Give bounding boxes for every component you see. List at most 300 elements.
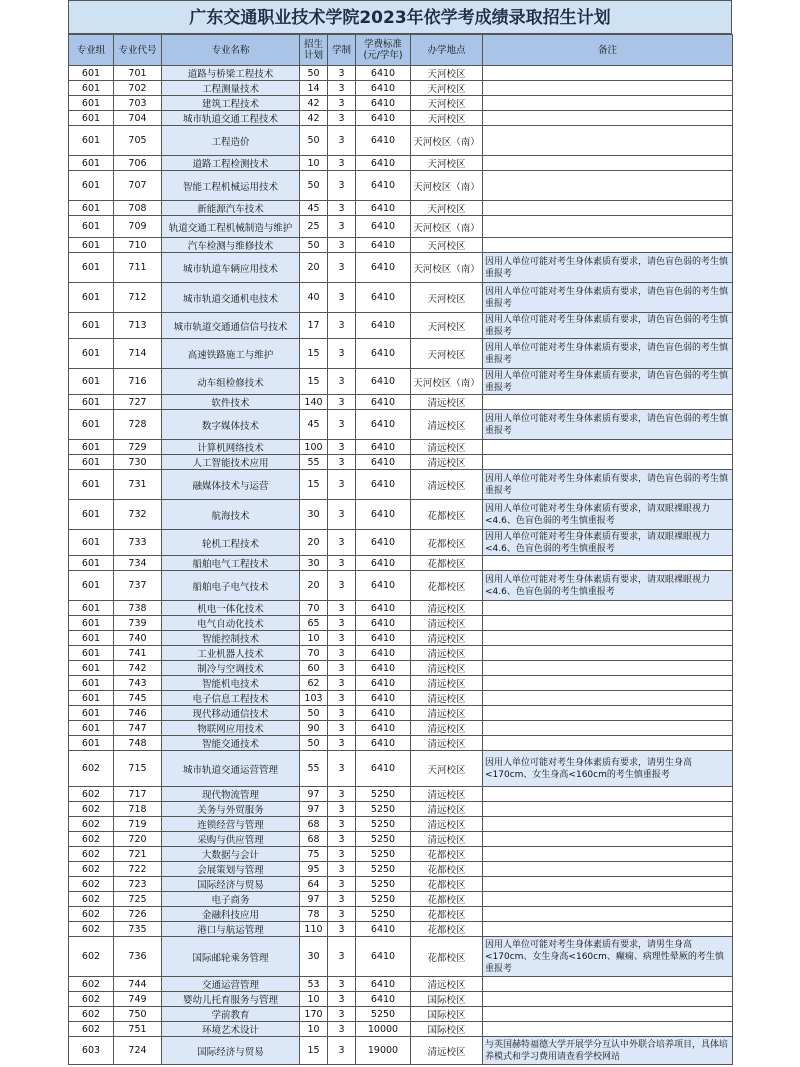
cell-years: 3: [328, 601, 356, 616]
cell-fee: 6410: [356, 706, 411, 721]
header-group: 专业组: [69, 35, 114, 66]
cell-site: 花都校区: [411, 556, 483, 571]
cell-site: 清远校区: [411, 721, 483, 736]
cell-name: 船舶电气工程技术: [162, 556, 300, 571]
cell-plan: 97: [300, 892, 328, 907]
cell-years: 3: [328, 751, 356, 787]
cell-note: [483, 646, 733, 661]
cell-group: 601: [69, 171, 114, 201]
cell-years: 3: [328, 530, 356, 556]
cell-name: 金融科技应用: [162, 907, 300, 922]
cell-plan: 110: [300, 922, 328, 937]
header-name: 专业名称: [162, 35, 300, 66]
cell-note: [483, 156, 733, 171]
cell-name: 电子信息工程技术: [162, 691, 300, 706]
cell-years: 3: [328, 1007, 356, 1022]
cell-group: 601: [69, 736, 114, 751]
cell-code: 707: [114, 171, 162, 201]
cell-years: 3: [328, 787, 356, 802]
cell-fee: 6410: [356, 81, 411, 96]
cell-group: 601: [69, 556, 114, 571]
cell-site: 天河校区: [411, 156, 483, 171]
cell-years: 3: [328, 216, 356, 238]
cell-name: 新能源汽车技术: [162, 201, 300, 216]
cell-fee: 6410: [356, 751, 411, 787]
cell-name: 城市轨道车辆应用技术: [162, 253, 300, 283]
cell-plan: 10: [300, 1022, 328, 1037]
cell-code: 747: [114, 721, 162, 736]
cell-group: 601: [69, 646, 114, 661]
cell-fee: 6410: [356, 96, 411, 111]
cell-note: [483, 977, 733, 992]
cell-note: [483, 691, 733, 706]
table-row: [69, 216, 733, 238]
cell-site: 清远校区: [411, 440, 483, 455]
cell-note: 因用人单位可能对考生身体素质有要求，请色盲色弱的考生慎重报考: [483, 339, 733, 369]
cell-code: 719: [114, 817, 162, 832]
cell-fee: 6410: [356, 530, 411, 556]
cell-plan: 50: [300, 171, 328, 201]
cell-plan: 10: [300, 631, 328, 646]
cell-name: 数字媒体技术: [162, 410, 300, 440]
cell-fee: 6410: [356, 216, 411, 238]
cell-years: 3: [328, 201, 356, 216]
cell-note: [483, 631, 733, 646]
cell-name: 智能交通技术: [162, 736, 300, 751]
cell-code: 710: [114, 238, 162, 253]
cell-code: 705: [114, 126, 162, 156]
cell-years: 3: [328, 556, 356, 571]
cell-fee: 6410: [356, 111, 411, 126]
cell-note: [483, 922, 733, 937]
cell-name: 现代物流管理: [162, 787, 300, 802]
cell-years: 3: [328, 339, 356, 369]
cell-name: 轨道交通工程机械制造与维护: [162, 216, 300, 238]
cell-plan: 40: [300, 283, 328, 313]
cell-fee: 19000: [356, 1037, 411, 1065]
cell-years: 3: [328, 395, 356, 410]
cell-note: 因用人单位可能对考生身体素质有要求，请男生身高<170cm、女生身高<160cm、癫痫、病理性晕厥的考生慎重报考: [483, 937, 733, 977]
cell-code: 741: [114, 646, 162, 661]
cell-years: 3: [328, 676, 356, 691]
cell-note: [483, 907, 733, 922]
table-row: [69, 440, 733, 455]
cell-note: [483, 721, 733, 736]
table-row: [69, 455, 733, 470]
table-row: [69, 646, 733, 661]
cell-name: 建筑工程技术: [162, 96, 300, 111]
table-row: [69, 283, 733, 313]
cell-name: 工业机器人技术: [162, 646, 300, 661]
cell-plan: 55: [300, 751, 328, 787]
cell-name: 关务与外贸服务: [162, 802, 300, 817]
cell-site: 清远校区: [411, 817, 483, 832]
cell-code: 726: [114, 907, 162, 922]
cell-group: 601: [69, 530, 114, 556]
cell-note: [483, 892, 733, 907]
cell-plan: 68: [300, 832, 328, 847]
cell-site: 清远校区: [411, 470, 483, 500]
cell-years: 3: [328, 847, 356, 862]
cell-code: 731: [114, 470, 162, 500]
cell-name: 国际经济与贸易: [162, 877, 300, 892]
cell-code: 735: [114, 922, 162, 937]
cell-code: 704: [114, 111, 162, 126]
cell-name: 道路与桥梁工程技术: [162, 66, 300, 81]
cell-site: 天河校区: [411, 96, 483, 111]
table-row: [69, 892, 733, 907]
cell-group: 601: [69, 691, 114, 706]
cell-code: 730: [114, 455, 162, 470]
cell-site: 清远校区: [411, 395, 483, 410]
cell-site: 天河校区（南）: [411, 253, 483, 283]
cell-fee: 6410: [356, 661, 411, 676]
cell-fee: 6410: [356, 556, 411, 571]
cell-note: 因用人单位可能对考生身体素质有要求，请色盲色弱的考生慎重报考: [483, 253, 733, 283]
cell-plan: 50: [300, 238, 328, 253]
cell-code: 739: [114, 616, 162, 631]
cell-group: 601: [69, 238, 114, 253]
cell-fee: 5250: [356, 907, 411, 922]
cell-fee: 5250: [356, 1007, 411, 1022]
cell-site: 天河校区（南）: [411, 171, 483, 201]
cell-years: 3: [328, 892, 356, 907]
cell-note: [483, 802, 733, 817]
cell-fee: 6410: [356, 616, 411, 631]
cell-name: 城市轨道交通运营管理: [162, 751, 300, 787]
cell-years: 3: [328, 832, 356, 847]
cell-code: 733: [114, 530, 162, 556]
cell-code: 715: [114, 751, 162, 787]
cell-years: 3: [328, 500, 356, 530]
cell-note: [483, 661, 733, 676]
cell-plan: 170: [300, 1007, 328, 1022]
cell-fee: 6410: [356, 410, 411, 440]
cell-name: 融媒体技术与运营: [162, 470, 300, 500]
table-row: [69, 1007, 733, 1022]
cell-plan: 140: [300, 395, 328, 410]
cell-code: 701: [114, 66, 162, 81]
cell-name: 计算机网络技术: [162, 440, 300, 455]
cell-site: 花都校区: [411, 922, 483, 937]
cell-code: 708: [114, 201, 162, 216]
cell-code: 720: [114, 832, 162, 847]
cell-years: 3: [328, 922, 356, 937]
cell-years: 3: [328, 736, 356, 751]
cell-group: 601: [69, 631, 114, 646]
cell-group: 601: [69, 96, 114, 111]
table-row: [69, 313, 733, 339]
cell-code: 724: [114, 1037, 162, 1065]
cell-fee: 6410: [356, 631, 411, 646]
cell-group: 602: [69, 937, 114, 977]
cell-fee: 6410: [356, 455, 411, 470]
cell-note: 因用人单位可能对考生身体素质有要求，请色盲色弱的考生慎重报考: [483, 283, 733, 313]
cell-years: 3: [328, 1022, 356, 1037]
cell-fee: 6410: [356, 500, 411, 530]
cell-site: 清远校区: [411, 706, 483, 721]
cell-name: 港口与航运管理: [162, 922, 300, 937]
cell-years: 3: [328, 907, 356, 922]
cell-plan: 42: [300, 111, 328, 126]
cell-fee: 6410: [356, 676, 411, 691]
cell-plan: 97: [300, 802, 328, 817]
cell-name: 机电一体化技术: [162, 601, 300, 616]
cell-site: 清远校区: [411, 601, 483, 616]
table-row: [69, 253, 733, 283]
cell-years: 3: [328, 721, 356, 736]
table-row: [69, 977, 733, 992]
cell-note: [483, 395, 733, 410]
cell-fee: 6410: [356, 238, 411, 253]
cell-code: 742: [114, 661, 162, 676]
cell-years: 3: [328, 571, 356, 601]
cell-note: 因用人单位可能对考生身体素质有要求，请双眼裸眼视力<4.6、色盲色弱的考生慎重报考: [483, 530, 733, 556]
cell-years: 3: [328, 661, 356, 676]
cell-site: 花都校区: [411, 907, 483, 922]
cell-name: 城市轨道交通通信信号技术: [162, 313, 300, 339]
cell-name: 工程造价: [162, 126, 300, 156]
cell-name: 城市轨道交通工程技术: [162, 111, 300, 126]
cell-code: 728: [114, 410, 162, 440]
cell-note: 因用人单位可能对考生身体素质有要求，请色盲色弱的考生慎重报考: [483, 313, 733, 339]
cell-note: 因用人单位可能对考生身体素质有要求，请双眼裸眼视力<4.6、色盲色弱的考生慎重报考: [483, 500, 733, 530]
cell-group: 602: [69, 992, 114, 1007]
cell-years: 3: [328, 440, 356, 455]
cell-site: 天河校区: [411, 201, 483, 216]
cell-code: 706: [114, 156, 162, 171]
cell-fee: 6410: [356, 66, 411, 81]
cell-site: 清远校区: [411, 802, 483, 817]
cell-site: 天河校区: [411, 111, 483, 126]
cell-name: 婴幼儿托育服务与管理: [162, 992, 300, 1007]
cell-group: 601: [69, 369, 114, 395]
table-row: [69, 201, 733, 216]
cell-plan: 20: [300, 530, 328, 556]
cell-plan: 75: [300, 847, 328, 862]
cell-name: 汽车检测与维修技术: [162, 238, 300, 253]
cell-site: 清远校区: [411, 661, 483, 676]
cell-group: 602: [69, 892, 114, 907]
table-row: [69, 631, 733, 646]
cell-group: 602: [69, 847, 114, 862]
cell-years: 3: [328, 817, 356, 832]
cell-site: 国际校区: [411, 992, 483, 1007]
cell-fee: 5250: [356, 847, 411, 862]
cell-plan: 10: [300, 156, 328, 171]
cell-code: 737: [114, 571, 162, 601]
cell-fee: 6410: [356, 721, 411, 736]
cell-code: 709: [114, 216, 162, 238]
cell-code: 713: [114, 313, 162, 339]
cell-plan: 20: [300, 571, 328, 601]
table-row: [69, 736, 733, 751]
cell-note: [483, 556, 733, 571]
table-row: [69, 66, 733, 81]
cell-code: 723: [114, 877, 162, 892]
document-sheet: [68, 0, 732, 1067]
cell-fee: 10000: [356, 1022, 411, 1037]
cell-plan: 50: [300, 736, 328, 751]
table-row: [69, 238, 733, 253]
cell-group: 601: [69, 676, 114, 691]
cell-group: 602: [69, 787, 114, 802]
cell-fee: 6410: [356, 369, 411, 395]
table-row: [69, 751, 733, 787]
table-row: [69, 832, 733, 847]
cell-group: 601: [69, 313, 114, 339]
cell-code: 734: [114, 556, 162, 571]
cell-name: 国际经济与贸易: [162, 1037, 300, 1065]
table-row: [69, 500, 733, 530]
cell-note: [483, 601, 733, 616]
table-row: [69, 721, 733, 736]
cell-fee: 6410: [356, 571, 411, 601]
cell-site: 清远校区: [411, 676, 483, 691]
table-row: [69, 81, 733, 96]
cell-note: [483, 81, 733, 96]
cell-years: 3: [328, 802, 356, 817]
cell-site: 清远校区: [411, 410, 483, 440]
cell-plan: 50: [300, 66, 328, 81]
cell-years: 3: [328, 862, 356, 877]
cell-code: 736: [114, 937, 162, 977]
cell-years: 3: [328, 253, 356, 283]
cell-site: 花都校区: [411, 530, 483, 556]
enrollment-table: [68, 34, 733, 1065]
cell-code: 702: [114, 81, 162, 96]
cell-note: [483, 877, 733, 892]
cell-plan: 103: [300, 691, 328, 706]
cell-note: 因用人单位可能对考生身体素质有要求，请色盲色弱的考生慎重报考: [483, 410, 733, 440]
cell-plan: 65: [300, 616, 328, 631]
cell-plan: 15: [300, 369, 328, 395]
table-row: [69, 817, 733, 832]
cell-site: 清远校区: [411, 631, 483, 646]
cell-note: [483, 1007, 733, 1022]
table-row: [69, 616, 733, 631]
cell-plan: 90: [300, 721, 328, 736]
cell-group: 602: [69, 977, 114, 992]
cell-fee: 6410: [356, 922, 411, 937]
cell-name: 现代移动通信技术: [162, 706, 300, 721]
cell-code: 727: [114, 395, 162, 410]
cell-name: 智能机电技术: [162, 676, 300, 691]
cell-fee: 5250: [356, 802, 411, 817]
cell-years: 3: [328, 455, 356, 470]
cell-note: [483, 676, 733, 691]
cell-name: 学前教育: [162, 1007, 300, 1022]
cell-name: 轮机工程技术: [162, 530, 300, 556]
cell-site: 花都校区: [411, 937, 483, 977]
table-row: [69, 802, 733, 817]
cell-group: 603: [69, 1037, 114, 1065]
cell-plan: 60: [300, 661, 328, 676]
cell-years: 3: [328, 646, 356, 661]
cell-years: 3: [328, 96, 356, 111]
cell-name: 人工智能技术应用: [162, 455, 300, 470]
cell-plan: 15: [300, 339, 328, 369]
cell-group: 601: [69, 601, 114, 616]
cell-note: [483, 616, 733, 631]
cell-note: [483, 992, 733, 1007]
cell-site: 清远校区: [411, 832, 483, 847]
cell-group: 601: [69, 283, 114, 313]
cell-plan: 95: [300, 862, 328, 877]
cell-name: 国际邮轮乘务管理: [162, 937, 300, 977]
cell-note: 因用人单位可能对考生身体素质有要求，请双眼裸眼视力<4.6、色盲色弱的考生慎重报考: [483, 571, 733, 601]
table-row: [69, 847, 733, 862]
table-row: [69, 787, 733, 802]
page-title: 广东交通职业技术学院2023年依学考成绩录取招生计划: [68, 0, 732, 34]
cell-note: [483, 817, 733, 832]
cell-code: 712: [114, 283, 162, 313]
cell-group: 601: [69, 661, 114, 676]
cell-plan: 70: [300, 601, 328, 616]
cell-note: 因用人单位可能对考生身体素质有要求，请色盲色弱的考生慎重报考: [483, 470, 733, 500]
cell-name: 动车组检修技术: [162, 369, 300, 395]
cell-name: 智能工程机械运用技术: [162, 171, 300, 201]
cell-name: 交通运营管理: [162, 977, 300, 992]
cell-name: 航海技术: [162, 500, 300, 530]
cell-site: 清远校区: [411, 787, 483, 802]
cell-site: 花都校区: [411, 500, 483, 530]
cell-code: 729: [114, 440, 162, 455]
cell-name: 大数据与会计: [162, 847, 300, 862]
cell-plan: 53: [300, 977, 328, 992]
table-row: [69, 1037, 733, 1065]
cell-plan: 68: [300, 817, 328, 832]
cell-fee: 6410: [356, 313, 411, 339]
cell-fee: 5250: [356, 787, 411, 802]
cell-site: 清远校区: [411, 455, 483, 470]
table-row: [69, 601, 733, 616]
header-fee: 学费标准(元/学年): [356, 35, 411, 66]
table-row: [69, 111, 733, 126]
cell-fee: 6410: [356, 977, 411, 992]
cell-site: 清远校区: [411, 616, 483, 631]
cell-fee: 5250: [356, 877, 411, 892]
table-row: [69, 339, 733, 369]
cell-fee: 6410: [356, 992, 411, 1007]
cell-code: 725: [114, 892, 162, 907]
table-row: [69, 556, 733, 571]
cell-name: 会展策划与管理: [162, 862, 300, 877]
cell-fee: 5250: [356, 862, 411, 877]
cell-plan: 42: [300, 96, 328, 111]
table-row: [69, 156, 733, 171]
cell-fee: 6410: [356, 156, 411, 171]
table-row: [69, 369, 733, 395]
cell-name: 环境艺术设计: [162, 1022, 300, 1037]
cell-group: 601: [69, 616, 114, 631]
cell-site: 清远校区: [411, 736, 483, 751]
cell-fee: 6410: [356, 126, 411, 156]
cell-note: [483, 440, 733, 455]
cell-note: [483, 66, 733, 81]
cell-site: 花都校区: [411, 877, 483, 892]
cell-note: [483, 111, 733, 126]
header-plan: 招生计划: [300, 35, 328, 66]
cell-fee: 6410: [356, 470, 411, 500]
cell-group: 601: [69, 571, 114, 601]
cell-note: 与英国赫特福德大学开展学分互认中外联合培养项目，具体培养模式和学习费用请查看学校网站: [483, 1037, 733, 1065]
cell-name: 物联网应用技术: [162, 721, 300, 736]
cell-group: 602: [69, 862, 114, 877]
cell-code: 718: [114, 802, 162, 817]
table-row: [69, 706, 733, 721]
cell-plan: 62: [300, 676, 328, 691]
